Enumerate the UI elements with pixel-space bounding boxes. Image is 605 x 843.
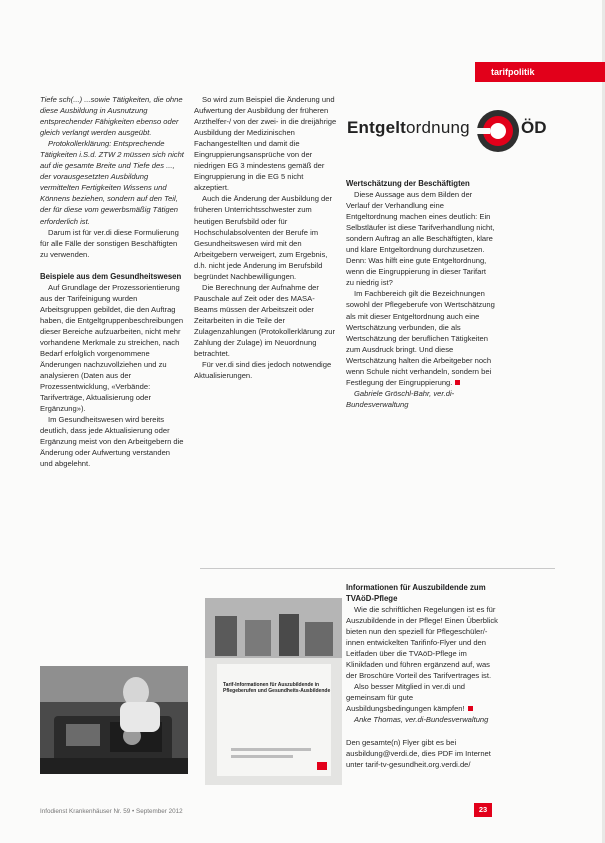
- col3-paragraph-1: Diese Aussage aus dem Bilden der Verlauf der Verhandlung eine Entgeltordnung machen eines deutlich: Ein Selbstläufer ist diese Tarifverhandlung nicht, sondern Auftrag an alle Beschäftigten, klare und klare Entgeltordnung durchzusetzen. Denn: Was hilft eine gute Entgeltordnung, wenn die Eingruppierung in dieser Tarifart zu niedrig ist?: [346, 190, 495, 288]
- info-paragraph-1: Wie die schriftlichen Regelungen ist es für Auszubildende in der Pflege! Einen Überblick bieten nun den speziell für Pflegeschüler/-innen entwickelten Tarifinfo-Flyer und den Leitfaden über die TVAöD-Pflege im Klinikfaden und führen ergänzend auf, was der Broschüre Vorteil des Tarifvertrages ist.: [346, 605, 498, 681]
- brand-title-rest: ordnung: [406, 118, 470, 137]
- brand-suffix: ÖD: [521, 118, 547, 137]
- col2-paragraph-3: Die Berechnung der Aufnahme der Pauschale auf Zeit oder des MASA-Beams müssen der Arbeitszeit oder Zeitarbeiten in die Teile der Zulagenzahlungen (Protokollerklärung zur Zahlung der Zulage) im Neuordnung betrachtet.: [194, 282, 335, 359]
- column-3: [346, 178, 496, 410]
- col1-paragraph-5: Im Gesundheitswesen wird bereits deutlich, dass jede Aktualisierung oder Ergänzung meist von den Arbeitgebern die Änderung oder Aufwertung verstanden und abgelehnt.: [40, 415, 184, 469]
- brochure-title: Tarif-Informationen für Auszubildende in Pflegeberufen und Gesundheits-Ausbildende: [223, 682, 331, 695]
- section-divider: [200, 568, 555, 569]
- col3-paragraph-2: Im Fachbereich gilt die Bezeichnungen sowohl der Pflegeberufe von Wertschätzung als mit dieser Entgeltordnung auch eine Wertschätzung verbunden, die als Wertschätzung der beruflichen Tätigkeiten zum Ausdruck bringt. Und diese Wertschätzung halten die Arbeitgeber noch wenn Schule nicht verhandeln, sondern bei Festlegung der Eingruppierung.: [346, 289, 495, 387]
- column-2: [194, 94, 338, 381]
- end-square-icon: [455, 380, 460, 385]
- info-paragraph-2: Also besser Mitglied in ver.di und gemeinsam für gute Ausbildungsbedingungen kämpfen!: [346, 681, 498, 714]
- col2-paragraph-2: Auch die Änderung der Ausbildung der früheren Unterrichtsschwester zum heutigen Berufsbild oder für Hochschulabsolventen der Berufe im Gesundheitswesen wird mit den Arbeitgebern verweigert, zum Ergebnis, d.h. nicht jede Änderung im Berufsbild begründet Nachbewilligungen.: [194, 194, 333, 281]
- end-square-icon: [468, 706, 473, 711]
- section-tab: tarifpolitik: [475, 62, 605, 82]
- brochure-image: [205, 598, 342, 785]
- info-heading: Informationen für Auszubildende zum TVAöD-Pflege: [346, 583, 486, 603]
- footer-text: Infodienst Krankenhäuser Nr. 59 • September 2012: [40, 808, 183, 815]
- verdi-logo-icon: [476, 106, 520, 156]
- info-paragraph-3: Den gesamte(n) Flyer gibt es bei ausbildung@verdi.de, dies PDF im Internet unter tarif-tv-gesundheit.org.verdi.de/: [346, 737, 491, 769]
- col2-paragraph-1: So wird zum Beispiel die Änderung und Aufwertung der Ausbildung der früheren Arzthelfer-/ von der zwei- in die dreijährige Ausbildung der Medizinischen Fachangestellten und damit die Eingruppierungsansprüche von der niedrigen EG 3 mindestens gemäß der Eingruppierung in die EG 5 nicht akzeptiert.: [194, 95, 337, 193]
- hospital-photo: [40, 666, 188, 774]
- col1-paragraph-1: Tiefe sch(...) ...sowie Tätigkeiten, die ohne diese Ausbildung in Ausnutzung entsprechender Fähigkeiten ebenso oder gleich verlangt werden ausgeübt.: [40, 95, 183, 138]
- col1-paragraph-3: Darum ist für ver.di diese Formulierung für alle Fälle der sonstigen Beschäftigten zu verwenden.: [40, 227, 179, 259]
- col1-heading: Beispiele aus dem Gesundheitswesen: [40, 271, 182, 281]
- info-section: [346, 582, 498, 770]
- col3-heading: Wertschätzung der Beschäftigten: [346, 179, 470, 188]
- entgeltordnung-logo: [345, 106, 605, 156]
- column-1: [40, 94, 184, 470]
- brand-title-bold: Entgelt: [347, 118, 407, 137]
- col1-paragraph-4: Auf Grundlage der Prozessorientierung aus der Tarifeinigung wurden Arbeitsgruppen gebildet, die den Auftrag haben, die Entgeltgruppenbeschreibungen dieser Bereiche aufzuarbeiten, nicht mehr vorhandene Merkmale zu streichen, nach Bedarf erfolglich vorgenommene Änderungen nachzuvollziehen und zu analysieren (Daten aus der Prozessentwicklung, «Verbände: Tarifverträge, Aktualisierung oder Ergänzung»).: [40, 282, 184, 414]
- col2-paragraph-4: Für ver.di sind dies jedoch notwendige Aktualisierungen.: [194, 360, 332, 381]
- page-number: 23: [474, 803, 492, 817]
- brand-title: [347, 118, 470, 138]
- col1-paragraph-2: Protokollerklärung: Entsprechende Tätigkeiten i.S.d. ZTW 2 müssen sich nicht auf die gesamte Breite und Tiefe des ..., der vorausgesetzten Ausbildung vermittelten Fertigkeiten Wissens und Könnens beziehen, sondern auf den Teil, der für diese vom gewerbsmäßig Tätigen erforderlich ist.: [40, 139, 184, 226]
- info-signature: Anke Thomas, ver.di-Bundesverwaltung: [354, 715, 489, 725]
- col3-signature: Gabriele Gröschl-Bahr, ver.di-Bundesverwaltung: [346, 388, 455, 409]
